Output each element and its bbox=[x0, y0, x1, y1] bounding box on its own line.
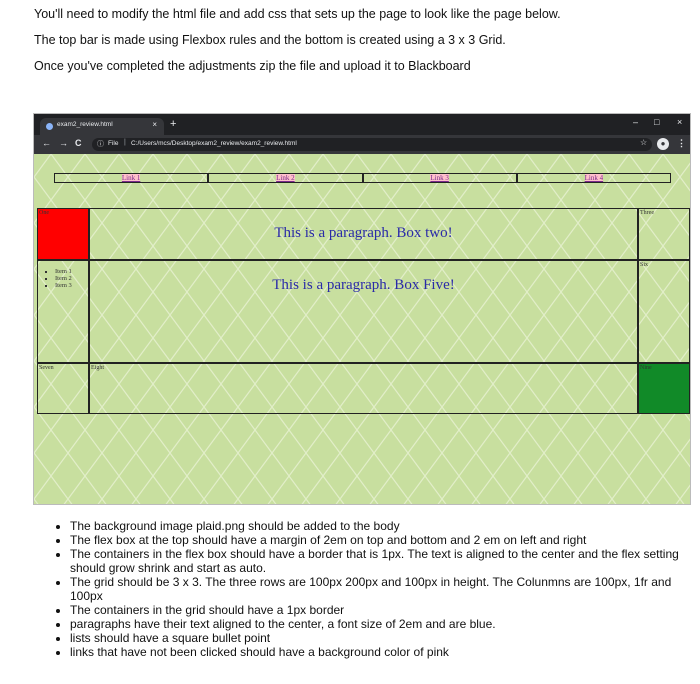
grid-cell-three bbox=[638, 208, 690, 260]
intro-line-1: You'll need to modify the html file and add css that sets up the page to look like the page below. bbox=[34, 7, 561, 21]
globe-icon bbox=[46, 123, 53, 130]
browser-tab[interactable] bbox=[40, 118, 164, 135]
browser-screenshot bbox=[33, 113, 691, 505]
grid-cell-nine bbox=[638, 363, 690, 414]
flex-item-link-2 bbox=[208, 173, 362, 183]
list-item: ▪ Item 2 bbox=[55, 275, 72, 282]
address-url[interactable]: C:/Users/mcs/Desktop/exam2_review/exam2_review.html bbox=[131, 140, 297, 147]
flex-item-link-1 bbox=[54, 173, 208, 183]
item-list bbox=[55, 268, 72, 289]
requirement-item: • The flex box at the top should have a margin of 2em on top and bottom and 2 em on left and right bbox=[70, 533, 695, 547]
forward-icon[interactable]: → bbox=[59, 138, 68, 148]
maximize-icon[interactable]: □ bbox=[654, 117, 660, 127]
back-icon[interactable]: ← bbox=[42, 138, 51, 148]
grid-cell-six bbox=[638, 260, 690, 363]
list-item: ▪ Item 1 bbox=[55, 268, 72, 275]
grid-cell-two bbox=[89, 208, 638, 260]
requirement-item: • The grid should be 3 x 3. The three rows are 100px 200px and 100px in height. The Colunmns are 100px, 1fr and 100px bbox=[70, 575, 695, 603]
flex-nav-bar bbox=[54, 173, 671, 183]
minimize-icon[interactable]: – bbox=[633, 117, 639, 127]
bookmark-star-icon[interactable]: ☆ bbox=[640, 138, 648, 147]
reload-icon[interactable]: C bbox=[75, 138, 82, 148]
content-grid bbox=[37, 208, 690, 414]
file-label: File bbox=[108, 140, 119, 147]
profile-avatar-icon[interactable]: ● bbox=[657, 138, 669, 150]
flex-item-link-4 bbox=[517, 173, 671, 183]
box-two-paragraph: This is a paragraph. Box two! bbox=[274, 225, 453, 241]
grid-cell-eight bbox=[89, 363, 638, 414]
info-icon[interactable]: ⓘ bbox=[97, 141, 104, 148]
page-viewport bbox=[34, 154, 690, 505]
cell-three-label: Three bbox=[640, 210, 654, 216]
address-bar[interactable] bbox=[92, 138, 652, 151]
tab-title: exam2_review.html bbox=[57, 121, 113, 128]
requirement-item: • The containers in the grid should have a 1px border bbox=[70, 603, 695, 617]
link-4[interactable]: Link 4 bbox=[584, 174, 604, 182]
flex-item-link-3 bbox=[363, 173, 517, 183]
browser-titlebar bbox=[34, 114, 690, 135]
link-1[interactable]: Link 1 bbox=[121, 174, 141, 182]
requirement-item: • The containers in the flex box should have a border that is 1px. The text is aligned to the center and the flex setting should grow shrink and start as auto. bbox=[70, 547, 695, 575]
cell-eight-label: Eight bbox=[91, 365, 104, 371]
requirement-item: • lists should have a square bullet point bbox=[70, 631, 695, 645]
grid-cell-seven bbox=[37, 363, 89, 414]
cell-seven-label: Seven bbox=[39, 365, 54, 371]
cell-six-label: Six bbox=[640, 262, 649, 268]
kebab-menu-icon[interactable]: ⋮ bbox=[677, 138, 686, 148]
requirements-list bbox=[53, 519, 695, 659]
requirement-item: • links that have not been clicked should have a background color of pink bbox=[70, 645, 695, 659]
tab-close-icon[interactable]: × bbox=[152, 120, 157, 129]
browser-toolbar bbox=[34, 135, 690, 154]
new-tab-icon[interactable]: + bbox=[170, 118, 177, 130]
grid-cell-four bbox=[37, 260, 89, 363]
grid-cell-five bbox=[89, 260, 638, 363]
box-five-paragraph: This is a paragraph. Box Five! bbox=[272, 277, 455, 293]
intro-line-3: Once you've completed the adjustments zip the file and upload it to Blackboard bbox=[34, 59, 471, 73]
link-2[interactable]: Link 2 bbox=[276, 174, 295, 182]
requirement-item: • The background image plaid.png should be added to the body bbox=[70, 519, 695, 533]
cell-nine-label: Nine bbox=[640, 365, 652, 371]
link-3[interactable]: Link 3 bbox=[430, 174, 449, 182]
list-item: ▪ Item 3 bbox=[55, 282, 72, 289]
cell-one-label: One bbox=[39, 210, 49, 216]
close-window-icon[interactable]: × bbox=[677, 117, 683, 127]
address-separator: | bbox=[124, 139, 126, 146]
grid-cell-one bbox=[37, 208, 89, 260]
requirement-item: • paragraphs have their text aligned to the center, a font size of 2em and are blue. bbox=[70, 617, 695, 631]
intro-line-2: The top bar is made using Flexbox rules and the bottom is created using a 3 x 3 Grid. bbox=[34, 33, 506, 47]
